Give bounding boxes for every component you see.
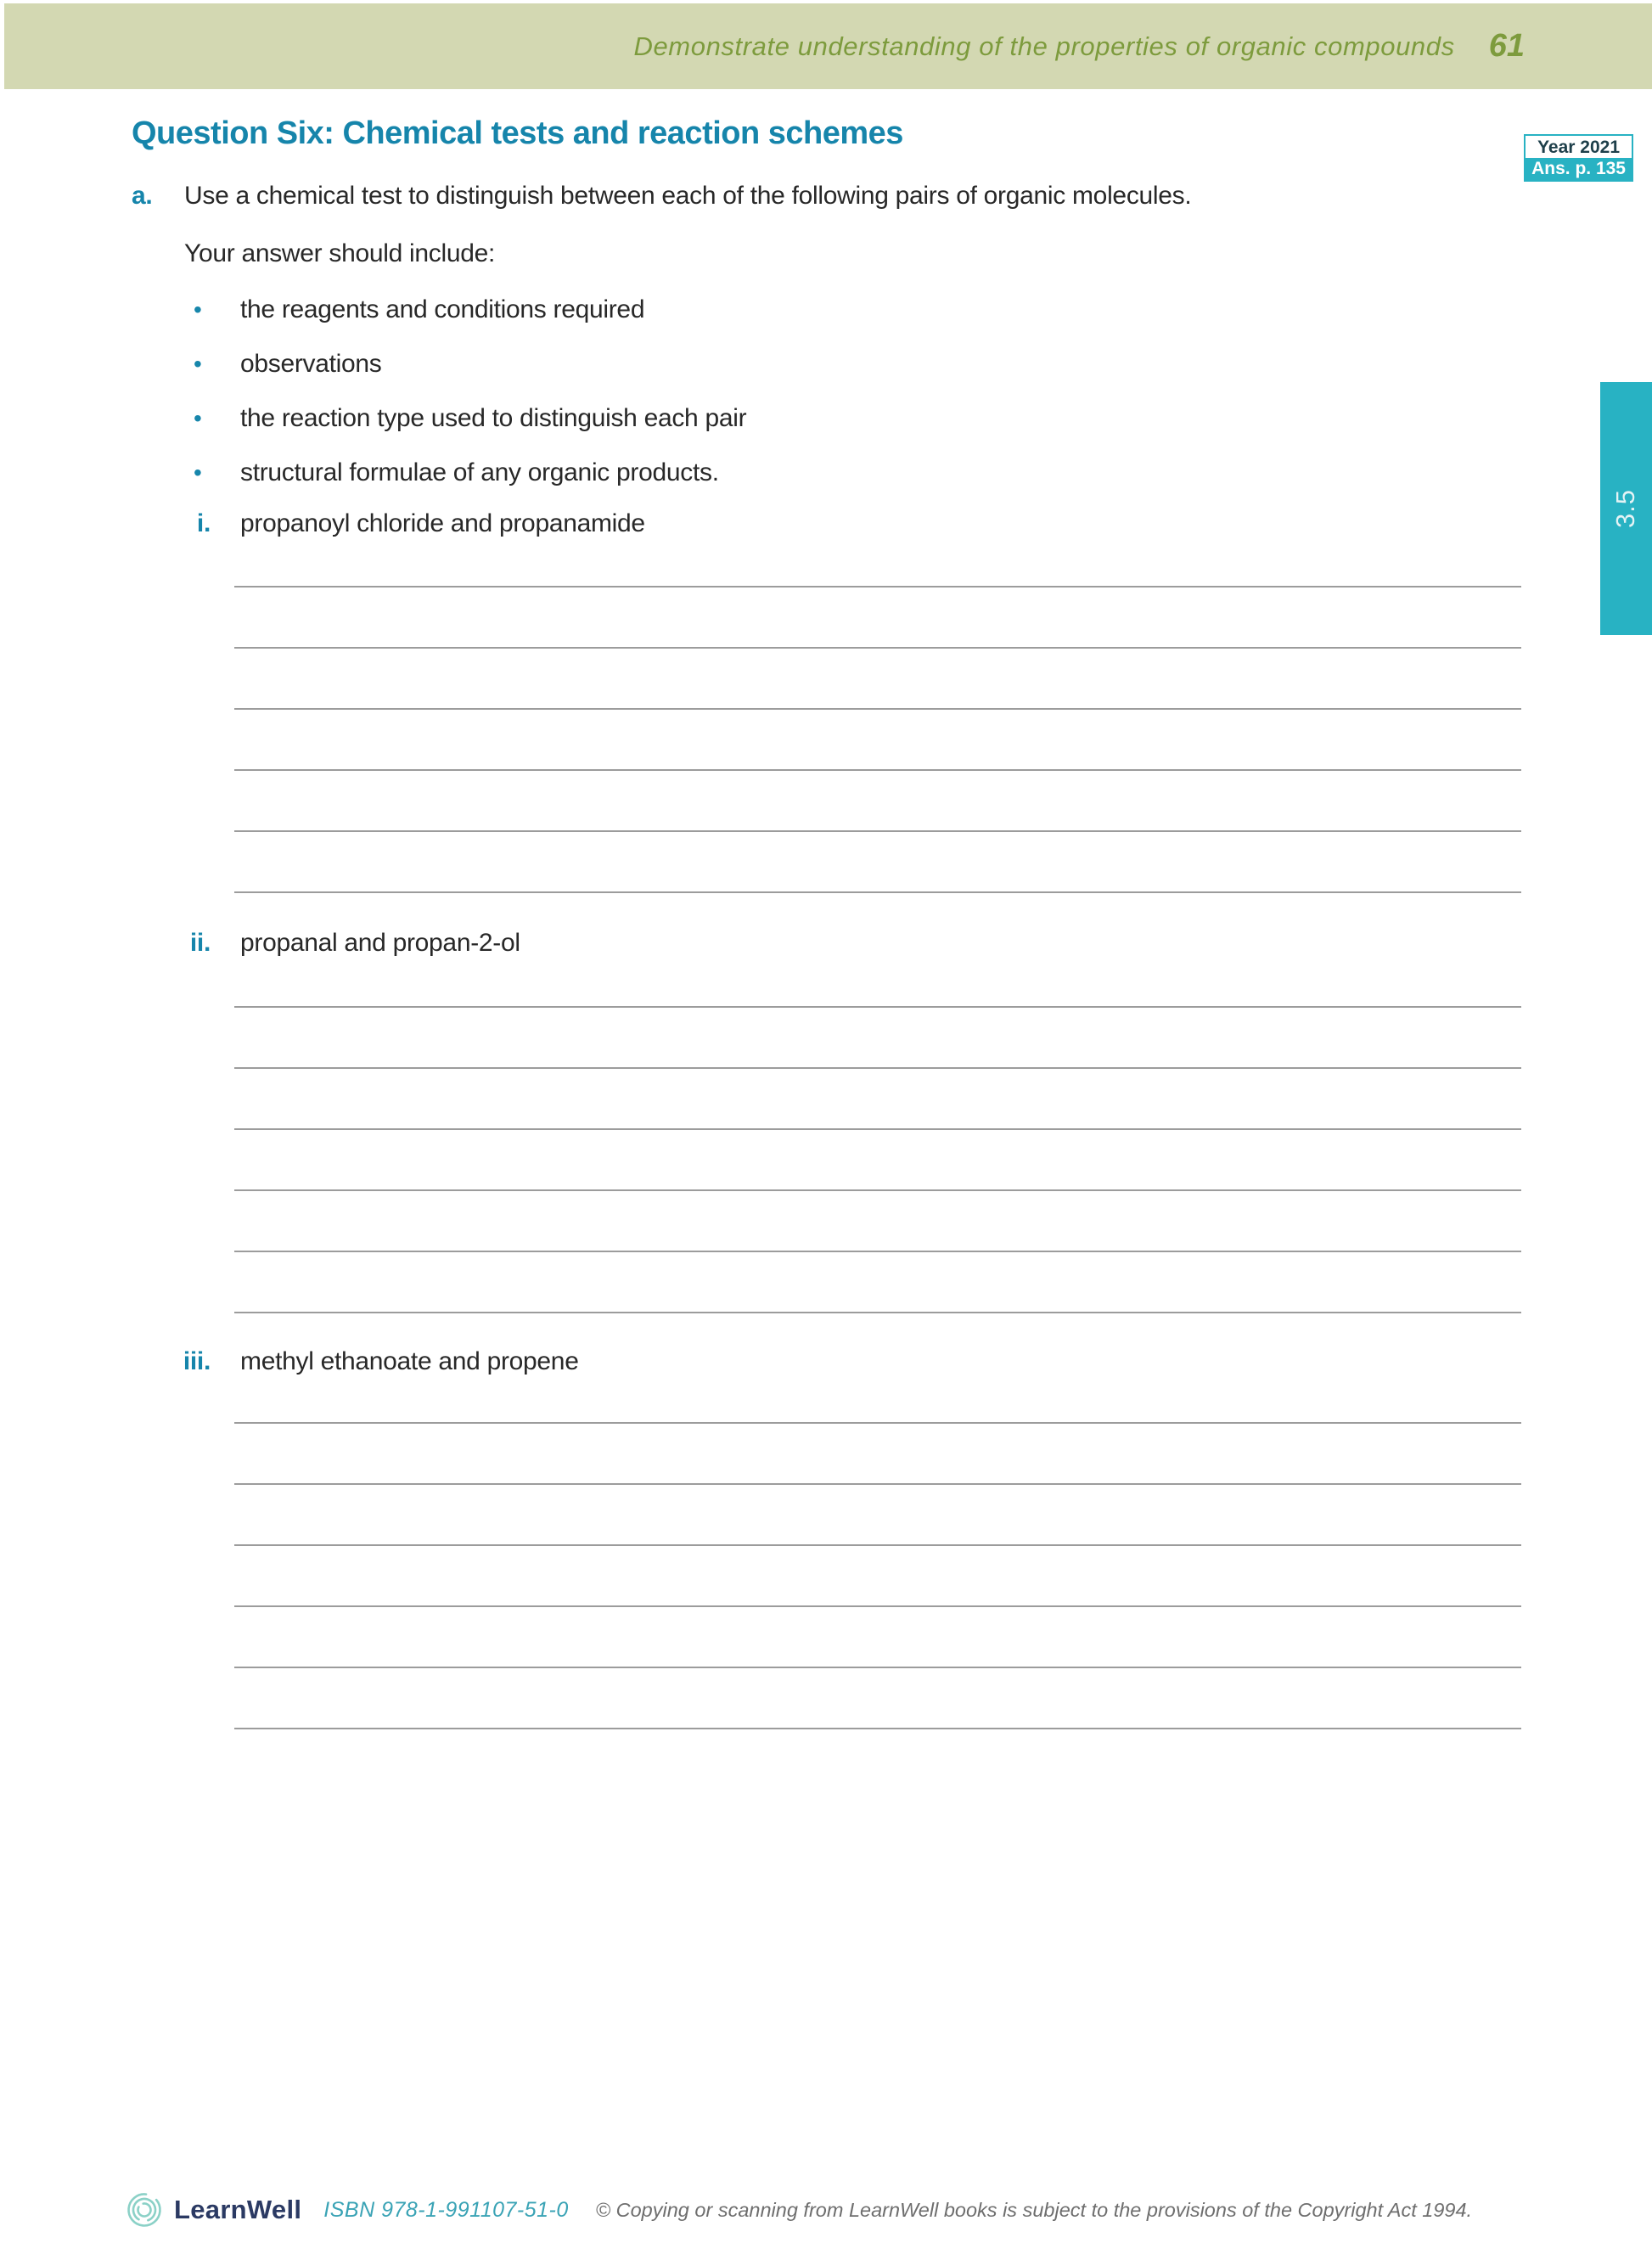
sub-question-iii-text: methyl ethanoate and propene [240,1347,579,1375]
bullet-icon: • [194,459,202,486]
sub-question-i-text: propanoyl chloride and propanamide [240,509,645,537]
page-number: 61 [1488,28,1525,64]
answer-line [234,647,1521,708]
sub-question-ii-label: ii. [189,929,211,957]
part-a-text: Use a chemical test to distinguish between each of the following pairs of organic molecules. [184,182,1192,210]
answer-line [234,1728,1521,1789]
answer-line [234,708,1521,769]
bullet-icon: • [194,351,202,377]
bullet-item [132,294,644,326]
header-band [4,3,1652,89]
answer-line [234,1544,1521,1605]
answer-line [234,1605,1521,1667]
answer-line [234,1483,1521,1544]
sub-question-i [132,508,645,540]
answer-lines-iii [234,1422,1521,1789]
answer-line [234,1667,1521,1728]
answer-line [234,1128,1521,1189]
bullet-item [132,457,719,489]
sub-question-iii [132,1346,579,1378]
isbn-text: ISBN 978-1-991107-51-0 [323,2197,569,2222]
learnwell-spiral-logo-icon [125,2190,164,2229]
answer-include-intro: Your answer should include: [184,239,496,267]
sub-question-iii-label: iii. [183,1347,211,1375]
bullet-text: the reagents and conditions required [240,295,645,323]
copyright-text: © Copying or scanning from LearnWell books is subject to the provisions of the Copyright Act 1994. [595,2198,1473,2221]
sub-question-ii-text: propanal and propan-2-ol [240,929,520,957]
answer-line [234,1189,1521,1251]
answer-line [234,769,1521,830]
answer-line [234,1006,1521,1067]
sub-question-ii [132,927,520,959]
bullet-item [132,348,382,380]
answer-page-label: Ans. p. 135 [1526,158,1632,180]
answer-line [234,1067,1521,1128]
bullet-text: structural formulae of any organic products. [240,458,719,486]
bullet-item [132,402,746,435]
achievement-standard-title: Demonstrate understanding of the properties of organic compounds [633,31,1455,61]
footer [125,2190,1472,2229]
answer-line [234,1422,1521,1483]
bullet-text: observations [240,350,382,378]
bullet-icon: • [194,296,202,323]
part-a-label: a. [132,182,153,210]
year-answer-badge [1524,134,1633,182]
section-tab-label: 3.5 [1610,488,1641,529]
year-label: Year 2021 [1537,138,1621,157]
brand-name: LearnWell [174,2195,302,2224]
question-part-a [132,180,1191,212]
answer-lines-ii [234,1006,1521,1373]
answer-lines-i [234,586,1521,953]
bullet-icon: • [194,405,202,431]
sub-question-i-label: i. [196,509,211,537]
section-tab-3-5 [1600,382,1652,635]
answer-line [234,586,1521,647]
bullet-text: the reaction type used to distinguish each pair [240,404,747,432]
answer-line [234,830,1521,891]
question-heading: Question Six: Chemical tests and reaction schemes [132,115,903,151]
answer-line [234,1251,1521,1312]
